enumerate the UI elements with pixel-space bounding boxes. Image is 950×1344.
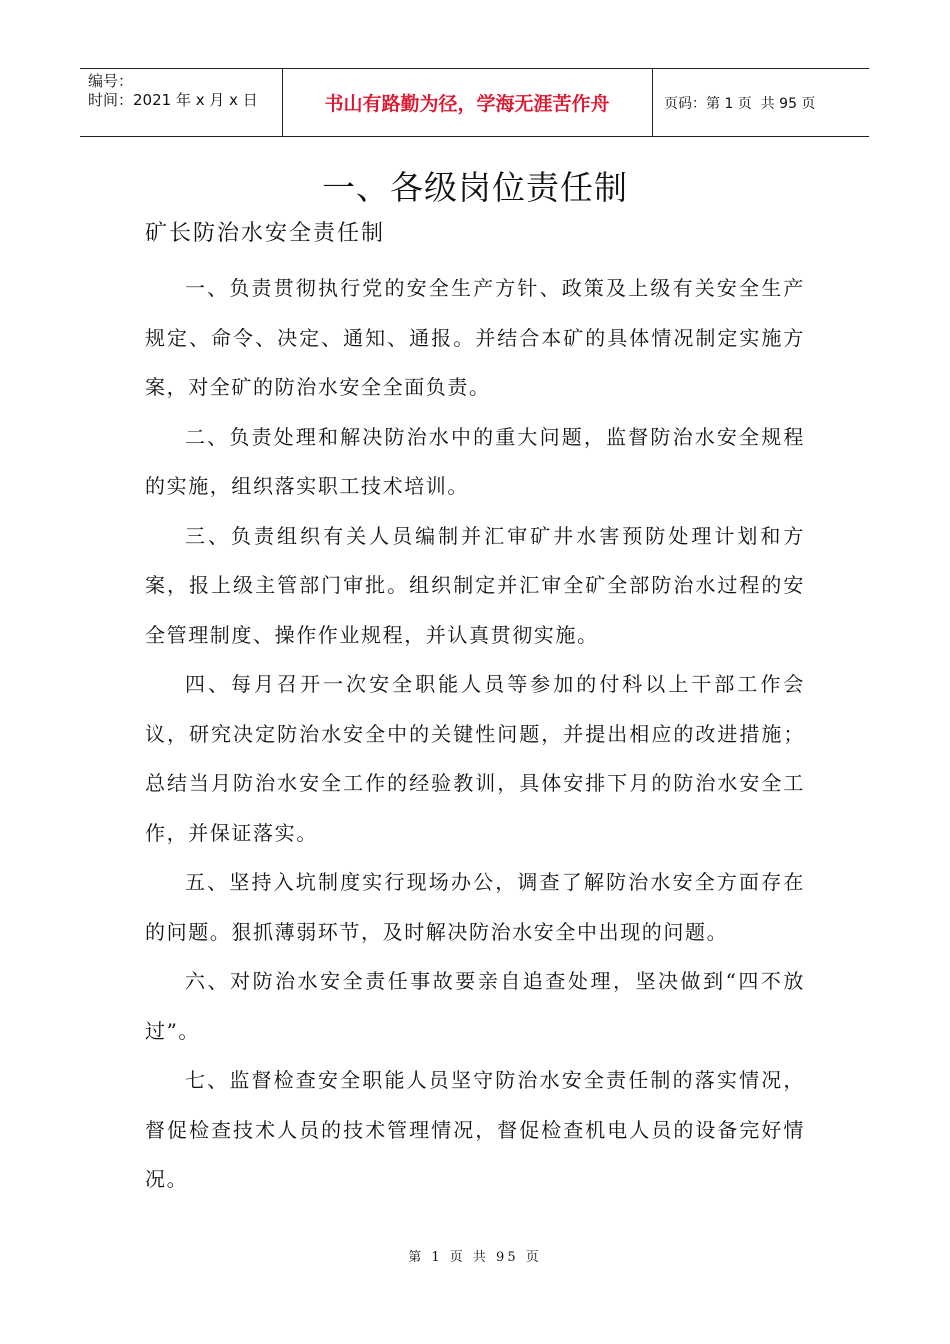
paragraph: 一、负责贯彻执行党的安全生产方针、政策及上级有关安全生产规定、命令、决定、通知、通报。并结合本矿的具体情况制定实施方案，对全矿的防治水安全全面负责。	[145, 276, 805, 399]
document-body	[145, 264, 805, 1205]
page-footer: 第 1 页 共 95 页	[408, 1250, 542, 1265]
paragraph: 三、负责组织有关人员编制并汇审矿井水害预防处理计划和方案，报上级主管部门审批。组织制定并汇审全矿全部防治水过程的安全管理制度、操作作业规程，并认真贯彻实施。	[145, 523, 805, 647]
header-table	[80, 68, 869, 137]
paragraph: 五、坚持入坑制度实行现场办公，调查了解防治水安全方面存在的问题。狠抓薄弱环节，及时解决防治水安全中出现的问题。	[145, 870, 805, 944]
header-left-cell	[88, 72, 258, 110]
section-subtitle: 矿长防治水安全责任制	[145, 221, 386, 246]
header-divider	[652, 69, 653, 136]
header-page-info: 页码：第 1 页 共 95 页	[664, 95, 816, 112]
paragraph: 四、每月召开一次安全职能人员等参加的付科以上干部工作会议，研究决定防治水安全中的关键性问题，并提出相应的改进措施；总结当月防治水安全工作的经验教训，具体安排下月的防治水安全工作，并保证落实。	[145, 672, 805, 845]
header-motto: 书山有路勤为径，学海无涯苦作舟	[324, 93, 610, 115]
paragraph: 七、监督检查安全职能人员坚守防治水安全责任制的落实情况，督促检查技术人员的技术管理情况，督促检查机电人员的设备完好情况。	[145, 1068, 805, 1191]
paragraph: 二、负责处理和解决防治水中的重大问题，监督防治水安全规程的实施，组织落实职工技术培训。	[145, 424, 805, 498]
time-label: 时间：2021 年 x 月 x 日	[88, 91, 258, 109]
number-label: 编号：	[88, 72, 134, 90]
paragraph: 六、对防治水安全责任事故要亲自追查处理，坚决做到“四不放过”。	[145, 969, 805, 1043]
page-title: 一、各级岗位责任制	[322, 168, 628, 207]
